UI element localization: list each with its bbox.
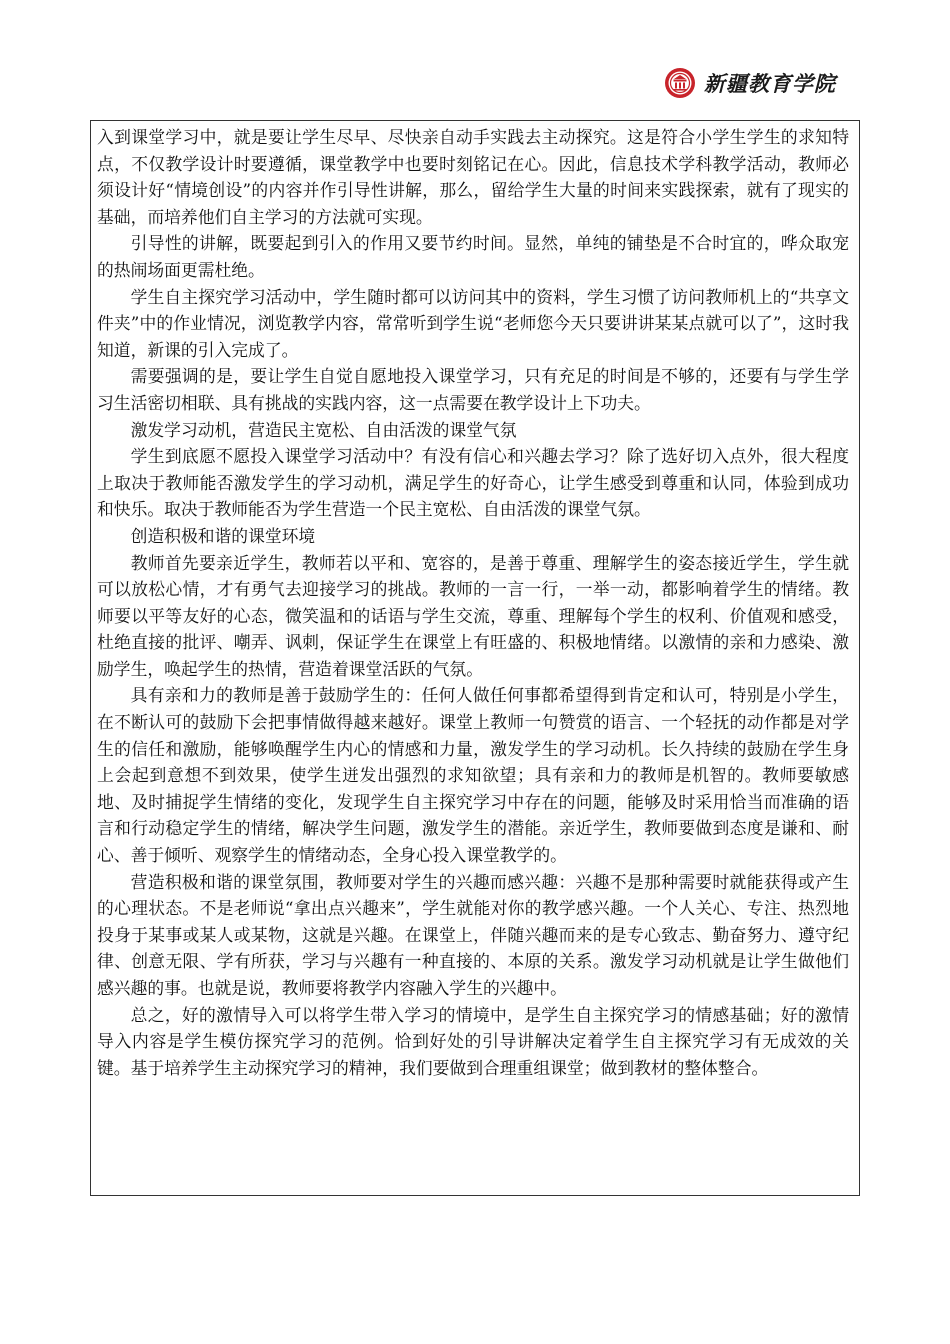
college-logo-text: 新疆教育学院 xyxy=(704,71,836,96)
paragraph: 需要强调的是，要让学生自觉自愿地投入课堂学习，只有充足的时间是不够的，还要有与学生学习生活密切相联、具有挑战的实践内容，这一点需要在教学设计上下功夫。 xyxy=(97,366,849,413)
college-seal-icon xyxy=(664,67,696,99)
paragraph: 学生到底愿不愿投入课堂学习活动中？有没有信心和兴趣去学习？除了选好切入点外，很大程度上取决于教师能否激发学生的学习动机，满足学生的好奇心，让学生感受到尊重和认同，体验到成功和快乐。取决于教师能否为学生营造一个民主宽松、自由活泼的课堂气氛。 xyxy=(97,446,849,520)
paragraph: 营造积极和谐的课堂氛围，教师要对学生的兴趣而感兴趣：兴趣不是那种需要时就能获得或产生的心理状态。不是老师说“拿出点兴趣来”，学生就能对你的教学感兴趣。一个人关心、专注、热烈地投身于某事或某人或某物，这就是兴趣。在课堂上，伴随兴趣而来的是专心致志、勤奋努力、遵守纪律、创意无限、学有所获，学习与兴趣有一种直接的、本原的关系。激发学习动机就是让学生做他们感兴趣的事。也就是说，教师要将教学内容融入学生的兴趣中。 xyxy=(97,871,849,998)
paragraph: 总之，好的激情导入可以将学生带入学习的情境中，是学生自主探究学习的情感基础；好的激情导入内容是学生模仿探究学习的范例。恰到好处的引导讲解决定着学生自主探究学习有无成效的关键。基于培养学生主动探究学习的精神，我们要做到合理重组课堂；做到教材的整体整合。 xyxy=(97,1004,849,1078)
paragraph: 学生自主探究学习活动中，学生随时都可以访问其中的资料，学生习惯了访问教师机上的“共享文件夹”中的作业情况，浏览教学内容，常常听到学生说“老师您今天只要讲讲某某点就可以了”，这时我知道，新课的引入完成了。 xyxy=(97,286,849,360)
paragraph: 教师首先要亲近学生，教师若以平和、宽容的，是善于尊重、理解学生的姿态接近学生，学生就可以放松心情，才有勇气去迎接学习的挑战。教师的一言一行，一举一动，都影响着学生的情绪。教师要以平等友好的心态，微笑温和的话语与学生交流，尊重、理解每个学生的权利、价值观和感受，杜绝直接的批评、嘲弄、讽刺，保证学生在课堂上有旺盛的、积极地情绪。以激情的亲和力感染、激励学生，唤起学生的热情，营造着课堂活跃的气氛。 xyxy=(97,552,849,679)
section-heading: 激发学习动机，营造民主宽松、自由活泼的课堂气氛 xyxy=(130,419,517,440)
content-box xyxy=(90,120,860,1196)
section-heading: 创造积极和谐的课堂环境 xyxy=(130,525,316,546)
paragraph-continued: 入到课堂学习中，就是要让学生尽早、尽快亲自动手实践去主动探究。这是符合小学生学生的求知特点，不仅教学设计时要遵循，课堂教学中也要时刻铭记在心。因此，信息技术学科教学活动，教师必须设计好“情境创设”的内容并作引导性讲解，那么，留给学生大量的时间来实践探索，就有了现实的基础，而培养他们自主学习的方法就可实现。 xyxy=(97,127,849,227)
paragraph: 引导性的讲解，既要起到引入的作用又要节约时间。显然，单纯的铺垫是不合时宜的，哗众取宠的热闹场面更需杜绝。 xyxy=(97,233,849,280)
header-logo xyxy=(664,66,874,100)
paragraph: 具有亲和力的教师是善于鼓励学生的：任何人做任何事都希望得到肯定和认可，特别是小学生，在不断认可的鼓励下会把事情做得越来越好。课堂上教师一句赞赏的语言、一个轻抚的动作都是对学生的信任和激励，能够唤醒学生内心的情感和力量，激发学生的学习动机。长久持续的鼓励在学生身上会起到意想不到效果，使学生迸发出强烈的求知欲望；具有亲和力的教师是机智的。教师要敏感地、及时捕捉学生情绪的变化，发现学生自主探究学习中存在的问题，能够及时采用恰当而准确的语言和行动稳定学生的情绪，解决学生问题，激发学生的潜能。亲近学生，教师要做到态度是谦和、耐心、善于倾听、观察学生的情绪动态，全身心投入课堂教学的。 xyxy=(97,685,849,866)
